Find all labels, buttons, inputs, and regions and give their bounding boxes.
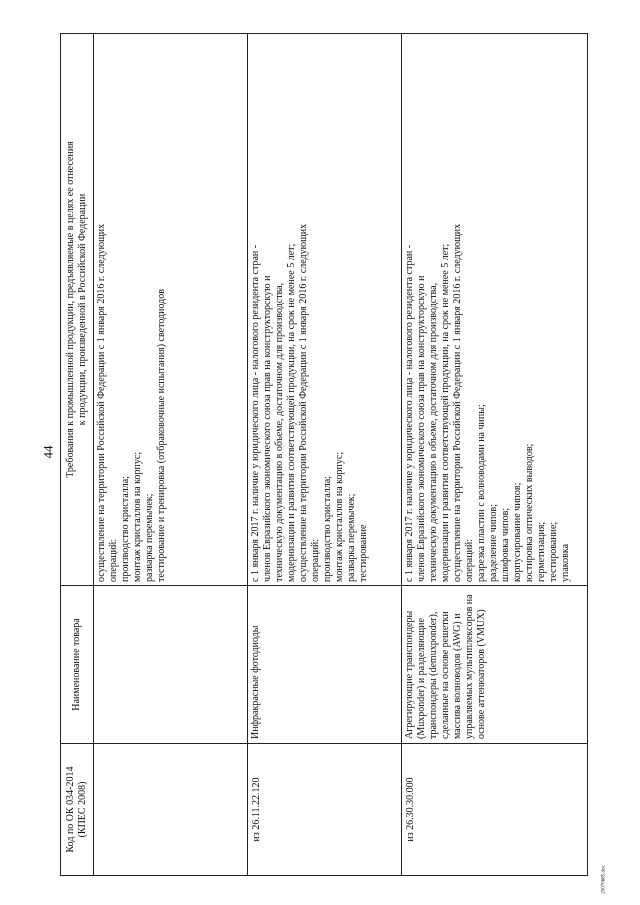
cell-name: Агрегирующие транспондеры (Muxponder) и разделяющие транспондеры (demuxponder), сделанные на основе решетки массива волноводов (AWG) и управляемых мультиплексоров на основе аттенюаторов (VMUX) (402, 586, 588, 744)
header-code: Код по ОК 034-2014 (КПЕС 2008) (61, 744, 94, 876)
header-name: Наименование товара (61, 586, 94, 744)
table-row (94, 34, 248, 876)
cell-code (94, 744, 248, 876)
header-requirements: Требования к промышленной продукции, предъявляемые в целях ее отнесения к продукции, произведенной в Российской Федерации (61, 34, 94, 586)
table-header-row (61, 34, 94, 876)
page-number: 44 (40, 445, 55, 459)
document-filename: 25070685.doc (601, 864, 607, 894)
requirements-table (60, 33, 588, 876)
cell-requirements: осуществление на территории Российской Федерации с 1 января 2016 г. следующих операций: производство кристалла; монтаж кристаллов на корпус; разварка перемычек; тестирование и тренировка (отбраковочные испытания) светодиодов (94, 34, 248, 586)
cell-code: из 26.11.22.120 (248, 744, 402, 876)
cell-code: из 26.30.30.000 (402, 744, 588, 876)
cell-name (94, 586, 248, 744)
rotated-table-container (60, 40, 578, 876)
cell-requirements: с 1 января 2017 г. наличие у юридического лица - налогового резидента стран - членов Евразийского экономического союза прав на конструкторскую и техническую документацию в объеме, достаточном для производства, модернизации и развития соответствующей продукции, на срок не менее 5 лет; осуществление на территории Российской Федерации с 1 января 2016 г. следующих операций: производство кристалла; монтаж кристаллов на корпус; разварка перемычек; тестирование (248, 34, 402, 586)
cell-requirements: с 1 января 2017 г. наличие у юридического лица - налогового резидента стран - членов Евразийского экономического союза прав на конструкторскую и техническую документацию в объеме, достаточном для производства, модернизации и развития соответствующей продукции, на срок не менее 5 лет; осуществление на территории Российской Федерации с 1 января 2016 г. следующих операций: разрезка пластин с волноводами на чипы; разделение чипов; шлифовка чипов; корпусирование чипов; юстировка оптических выводов; герметизация; тестирование; упаковка (402, 34, 588, 586)
cell-name: Инфракрасные фотодиоды (248, 586, 402, 744)
table-row (402, 34, 588, 876)
table-row (248, 34, 402, 876)
